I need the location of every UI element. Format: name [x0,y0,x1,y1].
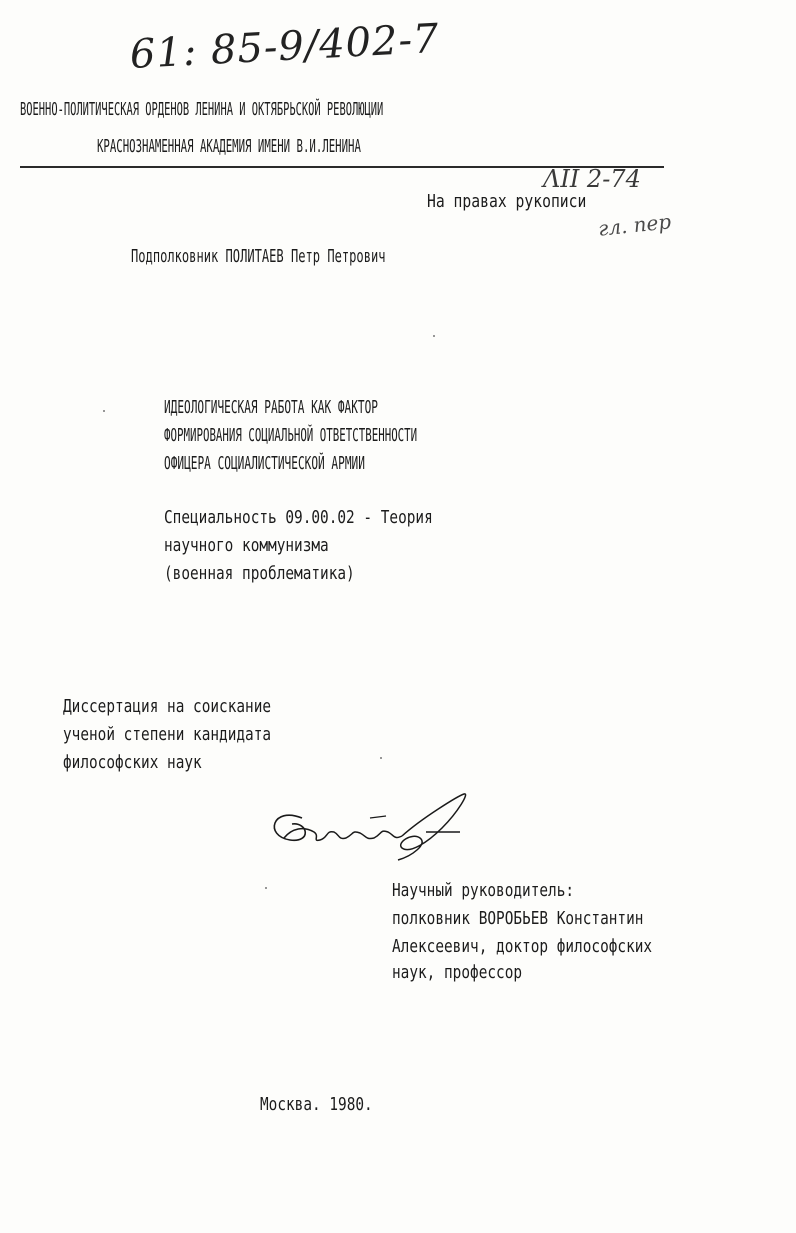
scan-speck [103,410,105,412]
dissertation-line-3: философских наук [63,752,202,773]
specialty-line-3: (военная проблематика) [164,563,355,584]
institution-line-1: ВОЕННО-ПОЛИТИЧЕСКАЯ ОРДЕНОВ ЛЕНИНА И ОКТЯБРЬСКОЙ РЕВОЛЮЦИИ [20,99,384,120]
title-line-3: ОФИЦЕРА СОЦИАЛИСТИЧЕСКОЙ АРМИИ [164,453,365,474]
place-and-year: Москва. 1980. [260,1094,373,1115]
supervisor-line-1: Научный руководитель: [392,880,575,901]
supervisor-line-3: Алексеевич, доктор философских [392,936,653,957]
institution-line-2: КРАСНОЗНАМЕННАЯ АКАДЕМИЯ ИМЕНИ В.И.ЛЕНИНА [97,136,361,157]
title-line-1: ИДЕОЛОГИЧЕСКАЯ РАБОТА КАК ФАКТОР [164,397,378,418]
rights-note: На правах рукописи [427,191,587,212]
author-name: Подполковник ПОЛИТАЕВ Петр Петрович [131,246,386,267]
scan-speck [433,335,435,337]
supervisor-line-2: полковник ВОРОБЬЕВ Константин [392,908,644,929]
dissertation-line-2: ученой степени кандидата [63,724,272,745]
scan-speck [380,757,382,759]
specialty-line-1: Специальность 09.00.02 - Теория [164,507,433,528]
title-line-2: ФОРМИРОВАНИЯ СОЦИАЛЬНОЙ ОТВЕТСТВЕННОСТИ [164,425,418,446]
handwritten-catalog-number: 61: 85-9/402-7 [128,15,441,78]
handwritten-top-right-mark: ΛΙΙ 2-74 [543,165,641,193]
specialty-line-2: научного коммунизма [164,535,329,556]
dissertation-line-1: Диссертация на соискание [63,696,272,717]
supervisor-line-4: наук, профессор [392,962,523,983]
author-signature [262,788,472,868]
scan-speck [265,887,267,889]
handwritten-side-mark: гл. пер [596,209,673,241]
